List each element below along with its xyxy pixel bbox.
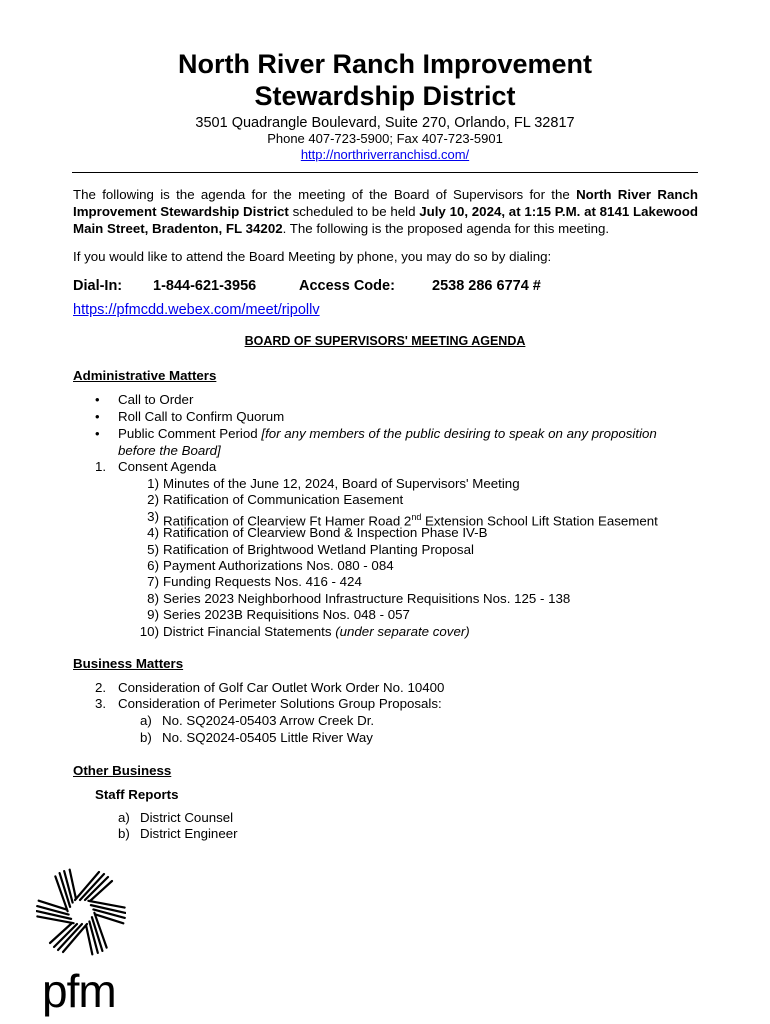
staff-district-counsel: District Counsel bbox=[140, 810, 234, 825]
consent-item bbox=[163, 607, 410, 624]
consent-agenda-label: Consent Agenda bbox=[118, 459, 217, 474]
consent-item-number: 2) bbox=[147, 492, 159, 508]
consent-item bbox=[163, 476, 520, 493]
intro-meeting-datetime: July 10, 2024, at 1:15 P.M. at 8141 Lakewood Main Street, Bradenton, FL 34202 bbox=[73, 204, 698, 236]
consent-item-text: Ratification of Communication Easement bbox=[163, 492, 404, 508]
proposal-b: No. SQ2024-05405 Little River Way bbox=[162, 730, 373, 745]
consent-item bbox=[163, 591, 570, 608]
public-comment-note-cont: before the Board] bbox=[118, 443, 221, 458]
item3-number: 3. bbox=[95, 696, 107, 711]
intro-text-3: . The following is the proposed agenda for this meeting. bbox=[282, 221, 610, 236]
proposal-a: No. SQ2024-05403 Arrow Creek Dr. bbox=[162, 713, 375, 728]
header-divider bbox=[72, 172, 698, 173]
staff-district-engineer: District Engineer bbox=[140, 826, 238, 841]
consent-item-number: 9) bbox=[147, 607, 159, 623]
bullet-icon: • bbox=[95, 426, 100, 441]
consent-item bbox=[163, 525, 487, 542]
consent-item-superscript: nd bbox=[411, 511, 422, 522]
district-title-line1: North River Ranch Improvement bbox=[177, 49, 593, 79]
consent-item-number: 3) bbox=[147, 508, 159, 524]
proposal-b-letter: b) bbox=[140, 730, 152, 745]
item2-number: 2. bbox=[95, 680, 107, 695]
consent-item-italic-note: (under separate cover) bbox=[335, 623, 470, 639]
district-phone-fax: Phone 407-723-5900; Fax 407-723-5901 bbox=[267, 131, 503, 146]
public-comment-note: [for any members of the public desiring to speak on any proposition bbox=[261, 426, 657, 441]
access-code-label: Access Code: bbox=[299, 278, 395, 294]
consent-item-text: Funding Requests Nos. 416 - 424 bbox=[163, 574, 362, 590]
consent-item-text: Ratification of Brightwood Wetland Planting Proposal bbox=[163, 541, 474, 557]
business-matters-heading: Business Matters bbox=[73, 656, 184, 671]
access-code: 2538 286 6774 # bbox=[432, 278, 541, 294]
intro-district-name: North River Ranch Improvement Stewardship District bbox=[73, 187, 698, 219]
phone-attendance-note: If you would like to attend the Board Meeting by phone, you may do so by dialing: bbox=[73, 249, 552, 264]
consent-item-number: 6) bbox=[147, 558, 159, 573]
administrative-matters-heading: Administrative Matters bbox=[73, 368, 217, 383]
consent-agenda-number: 1. bbox=[95, 459, 107, 474]
dial-in-label: Dial-In: bbox=[73, 278, 123, 294]
consent-item bbox=[163, 558, 394, 575]
agenda-item-roll-call: Roll Call to Confirm Quorum bbox=[118, 409, 285, 424]
staff-reports-heading: Staff Reports bbox=[95, 787, 179, 802]
pfm-logo-icon bbox=[36, 866, 126, 958]
consent-item-number: 8) bbox=[147, 590, 159, 606]
public-comment-label: Public Comment Period bbox=[118, 426, 262, 441]
consent-item-number: 10) bbox=[139, 623, 159, 639]
agenda-item-call-to-order: Call to Order bbox=[118, 392, 194, 407]
dial-in-number: 1-844-621-3956 bbox=[153, 278, 257, 294]
consent-item-number: 7) bbox=[147, 574, 159, 590]
consent-item-text: Ratification of Clearview Ft Hamer Road 2 bbox=[163, 513, 412, 529]
consent-item bbox=[163, 492, 403, 509]
consent-item-text: Payment Authorizations Nos. 080 - 084 bbox=[163, 558, 394, 573]
consent-item-text: Series 2023B Requisitions Nos. 048 - 057 bbox=[163, 607, 410, 623]
consent-item-text: Series 2023 Neighborhood Infrastructure Requisitions Nos. 125 - 138 bbox=[163, 590, 571, 606]
district-address: 3501 Quadrangle Boulevard, Suite 270, Orlando, FL 32817 bbox=[195, 115, 575, 131]
staff-b-letter: b) bbox=[118, 826, 130, 841]
bullet-icon: • bbox=[95, 409, 100, 424]
item-perimeter-proposals: Consideration of Perimeter Solutions Group Proposals: bbox=[118, 696, 442, 711]
consent-item-text: District Financial Statements bbox=[163, 623, 336, 639]
consent-item bbox=[163, 574, 362, 591]
consent-item bbox=[163, 624, 470, 641]
consent-item-text-after: Extension School Lift Station Easement bbox=[421, 513, 658, 529]
pfm-logo-text: pfm bbox=[42, 965, 116, 1017]
bullet-icon: • bbox=[95, 392, 100, 407]
consent-item-number: 4) bbox=[147, 525, 159, 541]
intro-text-1: The following is the agenda for the meeting of the Board of Supervisors for the bbox=[73, 187, 577, 202]
agenda-heading: BOARD OF SUPERVISORS' MEETING AGENDA bbox=[244, 334, 526, 348]
consent-item-text: Minutes of the June 12, 2024, Board of Supervisors' Meeting bbox=[163, 476, 520, 491]
staff-a-letter: a) bbox=[118, 810, 130, 825]
other-business-heading: Other Business bbox=[73, 763, 172, 778]
district-website-link[interactable]: http://northriverranchisd.com/ bbox=[300, 147, 470, 162]
webex-link[interactable]: https://pfmcdd.webex.com/meet/ripollv bbox=[73, 302, 320, 318]
intro-paragraph bbox=[73, 186, 698, 237]
consent-item-number: 5) bbox=[147, 541, 159, 557]
intro-text-2: scheduled to be held bbox=[288, 204, 420, 219]
item-golf-car-work-order: Consideration of Golf Car Outlet Work Order No. 10400 bbox=[118, 680, 445, 695]
consent-item-text: Ratification of Clearview Bond & Inspection Phase IV-B bbox=[163, 525, 488, 541]
consent-item bbox=[163, 542, 474, 559]
agenda-item-public-comment bbox=[118, 426, 657, 443]
consent-item-number: 1) bbox=[147, 476, 159, 491]
proposal-a-letter: a) bbox=[140, 713, 152, 728]
district-title-line2: Stewardship District bbox=[254, 81, 516, 111]
